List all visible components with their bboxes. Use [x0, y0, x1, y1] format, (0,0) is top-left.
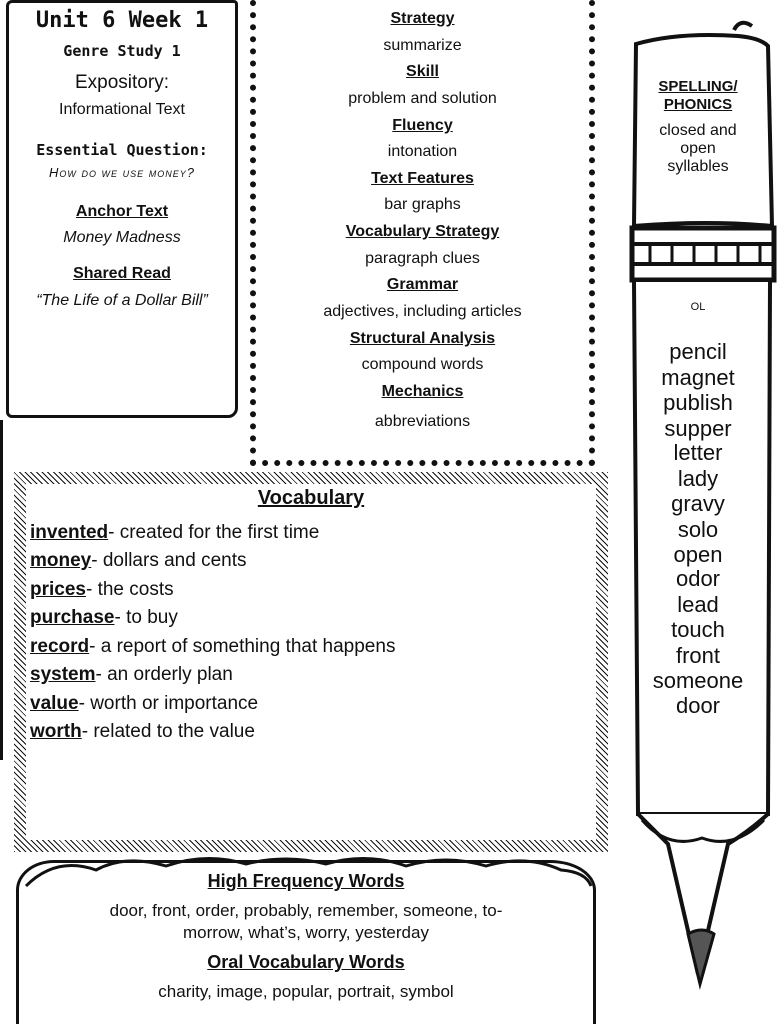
spelling-word: door — [675, 693, 721, 718]
vocab-word: money — [30, 550, 92, 571]
spelling-word: lady — [677, 466, 719, 491]
skill-heading: Vocabulary Strategy — [345, 223, 500, 240]
skill-value: intonation — [387, 143, 458, 160]
spelling-word: gravy — [671, 491, 725, 516]
vocab-item — [30, 550, 247, 572]
high-frequency-line2: morrow, what’s, worry, yesterday — [183, 923, 429, 942]
vocab-item — [30, 607, 178, 629]
vocab-item — [30, 579, 174, 601]
spelling-word: front — [675, 643, 721, 668]
essential-question-label: Essential Question: — [36, 141, 208, 159]
skill-heading: Structural Analysis — [349, 330, 496, 347]
vocab-word: value — [30, 693, 79, 714]
skill-heading: Mechanics — [381, 383, 464, 400]
vocab-item — [30, 721, 255, 743]
skill-value: problem and solution — [348, 90, 497, 107]
vocab-definition: - dollars and cents — [91, 550, 247, 571]
spelling-word: solo — [677, 517, 719, 542]
skill-value: adjectives, including articles — [323, 303, 522, 320]
oral-vocabulary-words: charity, image, popular, portrait, symbol — [158, 982, 454, 1001]
skill-value: abbreviations — [374, 413, 471, 430]
genre: Expository: — [75, 72, 169, 93]
vocab-definition: - to buy — [114, 607, 178, 628]
skill-value: summarize — [383, 37, 462, 54]
vocab-definition: - the costs — [85, 579, 174, 600]
anchor-text-label: Anchor Text — [75, 203, 169, 220]
spelling-word: lead — [677, 592, 719, 617]
essential-question-text: How do we use money? — [48, 165, 196, 180]
spelling-word: open — [673, 542, 723, 567]
vocab-item — [30, 693, 258, 715]
spelling-pattern-line1: closed and — [659, 122, 737, 139]
vocab-definition: - worth or importance — [78, 693, 259, 714]
skill-heading: Strategy — [390, 10, 455, 27]
vocab-definition: - a report of something that happens — [89, 636, 396, 657]
vocabulary-heading: Vocabulary — [257, 487, 365, 509]
spelling-heading-line2: PHONICS — [663, 96, 733, 113]
vocab-word: purchase — [30, 607, 115, 628]
high-frequency-heading: High Frequency Words — [207, 871, 405, 891]
unit-title: Unit 6 Week 1 — [35, 8, 209, 33]
spelling-word: supper — [664, 416, 732, 441]
skill-heading: Grammar — [386, 276, 459, 293]
spelling-word: letter — [673, 440, 723, 465]
vocab-definition: - related to the value — [81, 721, 255, 742]
spelling-heading-line1: SPELLING/ — [658, 78, 738, 95]
shared-read-label: Shared Read — [73, 265, 171, 282]
anchor-text: Money Madness — [63, 229, 181, 246]
spelling-pattern — [634, 122, 762, 176]
genre-study: Genre Study 1 — [63, 42, 181, 60]
vocab-word: worth — [30, 721, 82, 742]
left-border-line — [0, 420, 3, 760]
skill-value: paragraph clues — [365, 250, 480, 267]
vocab-item — [30, 664, 233, 686]
vocab-word: prices — [30, 579, 86, 600]
spelling-word: pencil — [669, 339, 727, 364]
spelling-pattern-line3: syllables — [667, 158, 729, 175]
spelling-pattern-line2: open — [680, 140, 716, 157]
vocab-definition: - an orderly plan — [95, 664, 233, 685]
spelling-word: odor — [675, 566, 721, 591]
high-frequency-line1: door, front, order, probably, remember, someone, to- — [109, 901, 503, 920]
spelling-word: someone — [652, 668, 744, 693]
skill-heading: Fluency — [392, 117, 453, 134]
oral-vocabulary-heading: Oral Vocabulary Words — [207, 952, 405, 972]
spelling-word: touch — [671, 617, 725, 642]
spelling-word: publish — [663, 390, 733, 415]
skill-value: compound words — [361, 356, 484, 373]
vocab-word: invented — [30, 522, 109, 543]
skill-heading: Text Features — [371, 170, 474, 187]
shared-read-text: “The Life of a Dollar Bill” — [36, 292, 208, 309]
spelling-heading — [634, 78, 762, 114]
vocab-definition: - created for the first time — [108, 522, 320, 543]
vocab-word: system — [30, 664, 96, 685]
vocab-word: record — [30, 636, 90, 657]
spelling-level: OL — [690, 301, 706, 313]
genre-sub: Informational Text — [59, 101, 185, 118]
spelling-word: magnet — [661, 365, 735, 390]
skill-value: bar graphs — [384, 196, 461, 213]
vocab-item — [30, 522, 319, 544]
vocab-item — [30, 636, 395, 658]
skill-heading: Skill — [406, 63, 439, 80]
